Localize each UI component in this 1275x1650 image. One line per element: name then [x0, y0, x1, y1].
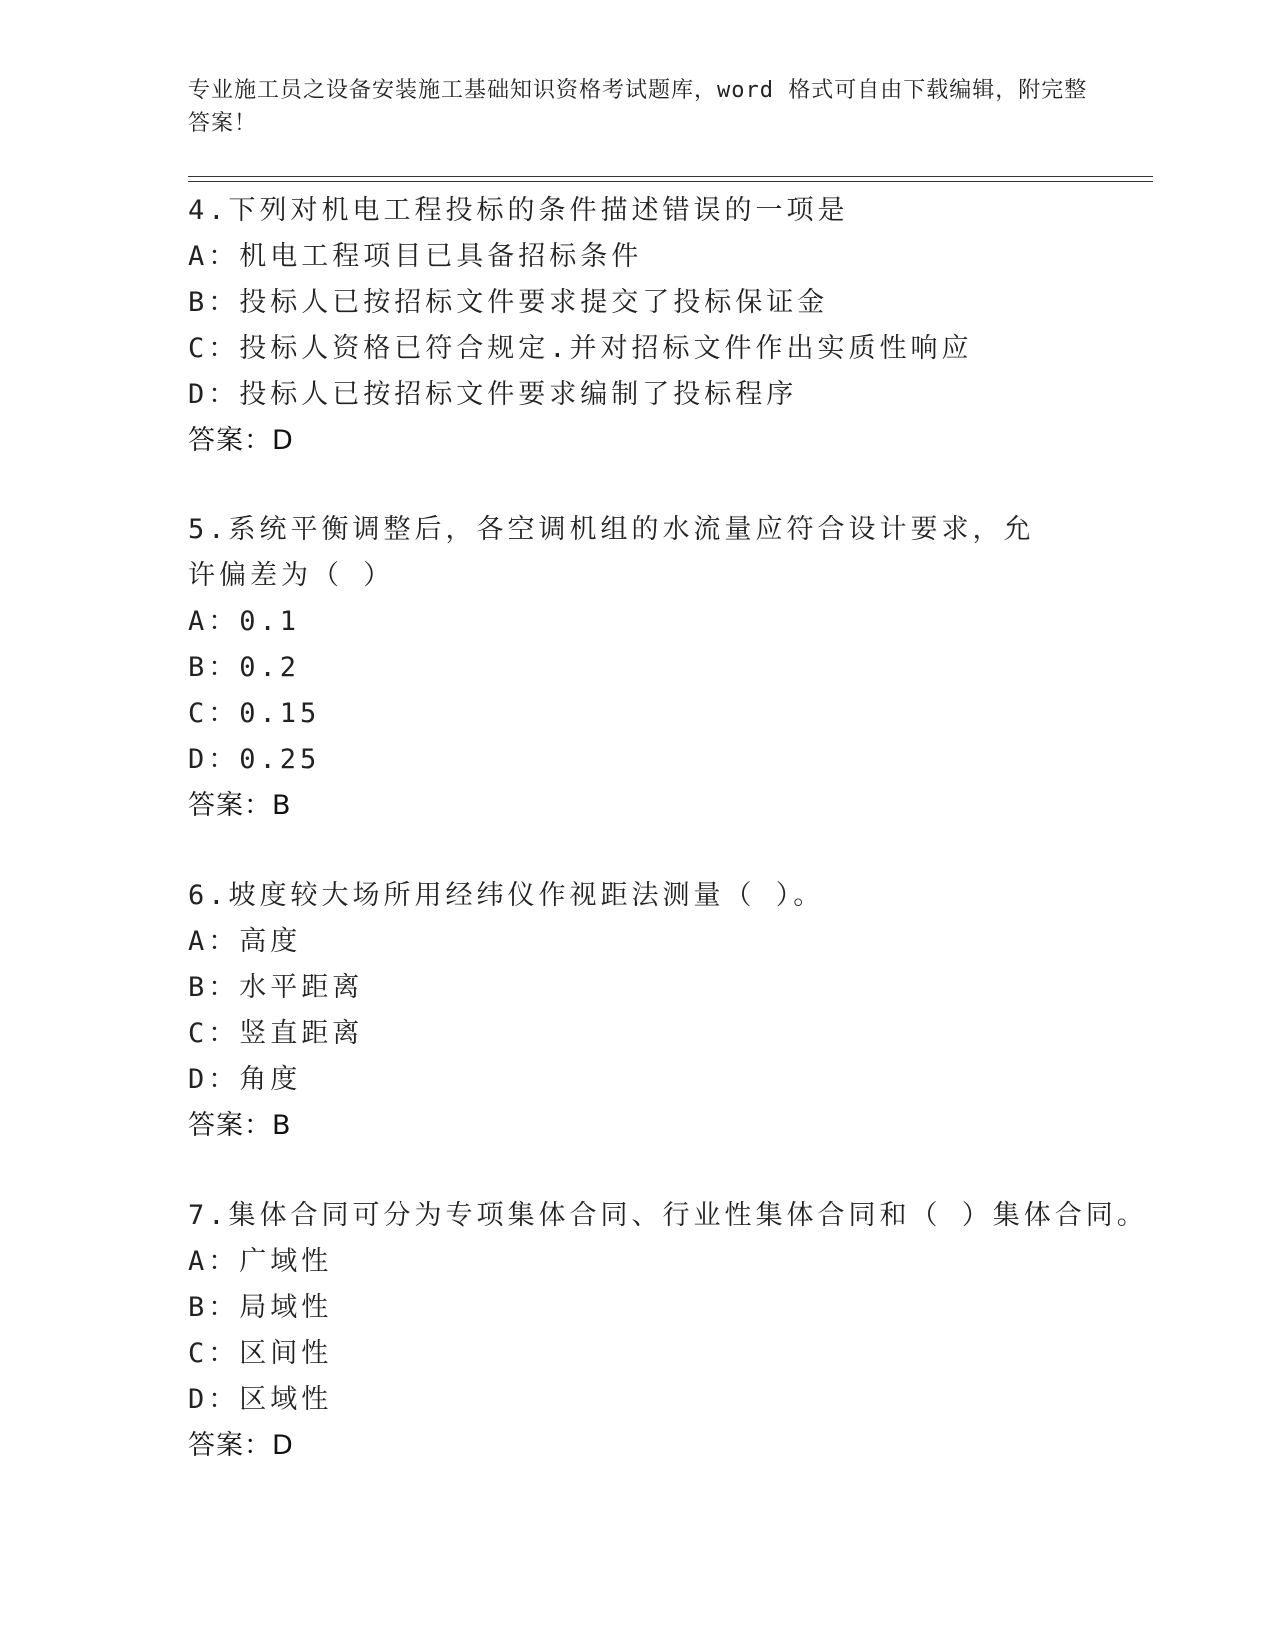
question-stem: 7.集体合同可分为专项集体合同、行业性集体合同和（ ）集体合同。 [188, 1200, 1148, 1231]
question-stem: 4.下列对机电工程投标的条件描述错误的一项是 [188, 195, 849, 226]
question-stem: 6.坡度较大场所用经纬仪作视距法测量（ ）。 [188, 880, 825, 911]
document-header: 专业施工员之设备安装施工基础知识资格考试题库，word 格式可自由下载编辑，附完整答案！ [188, 78, 1088, 136]
option-a: A：0.1 [188, 606, 301, 637]
header-divider-bottom [188, 181, 1153, 182]
option-b: B：水平距离 [188, 972, 364, 1003]
answer: 答案：B [188, 1110, 292, 1141]
question-block [188, 188, 1088, 464]
question-block [188, 1193, 1148, 1469]
option-a: A：机电工程项目已具备招标条件 [188, 241, 643, 272]
header-divider-top [188, 176, 1153, 177]
option-d: D：角度 [188, 1064, 302, 1095]
option-d: D：0.25 [188, 744, 321, 775]
option-d: D：投标人已按招标文件要求编制了投标程序 [188, 379, 798, 410]
option-c: C：竖直距离 [188, 1018, 364, 1049]
option-c: C：区间性 [188, 1338, 333, 1369]
option-b: B：0.2 [188, 652, 301, 683]
answer: 答案：B [188, 790, 292, 821]
option-c: C：0.15 [188, 698, 321, 729]
question-block [188, 507, 1088, 829]
question-stem: 5.系统平衡调整后，各空调机组的水流量应符合设计要求，允许偏差为（ ） [188, 514, 1035, 591]
option-a: A：广域性 [188, 1246, 333, 1277]
answer: 答案：D [188, 1430, 294, 1461]
option-a: A：高度 [188, 926, 302, 957]
option-d: D：区域性 [188, 1384, 333, 1415]
answer: 答案：D [188, 425, 294, 456]
option-b: B：局域性 [188, 1292, 333, 1323]
option-c: C：投标人资格已符合规定.并对招标文件作出实质性响应 [188, 333, 973, 364]
question-block [188, 873, 1088, 1149]
option-b: B：投标人已按招标文件要求提交了投标保证金 [188, 287, 829, 318]
